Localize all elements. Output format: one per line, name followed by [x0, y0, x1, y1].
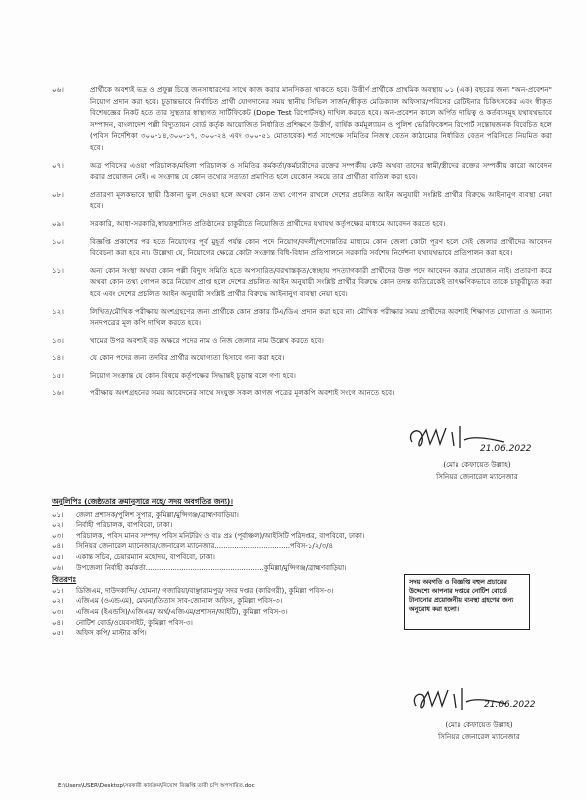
clause-number: ১৫। [52, 370, 64, 380]
clause-number: ০৬। [52, 85, 64, 94]
clause-text: বিজ্ঞপ্তি প্রকাশের পর হতে নিয়োগের পূর্ব মুহূর্ত পর্যন্ত কোন পদে নিয়োগ/বদলী/পদোন্নতির মাধ্যমে কোন জেলা কোটা পূরণ হলে সেই জেলার প্রার্থীদের আবেদন বিবেচনা করা হবে না। উল্লেখ্য যে, নিয়োগের ক্ষেত্রে কোটা সংক্রান্ত বিধি-বিধান প্রতিপালনে সরকারি সর্বশেষ নির্দেশনা যথাযথভাবে প্রতিপালন করা হবে। [90, 236, 552, 258]
clause-list [52, 84, 552, 405]
clause-number: ০৭। [52, 160, 64, 170]
copy-item [52, 552, 382, 563]
copy-item-number: ০১। [52, 510, 64, 519]
clause-text: প্রার্থীকে অবশ্যই ভদ্র ও প্রফুল্ল চিত্তে জনসাধারণের সাথে কাজ করার মানসিকতা থাকতে হবে। উত্তীর্ণ প্রার্থীকে প্রাথমিক অবস্থায় ০১ (এক) বছরের জন্য "অন-প্রবেশন" নিয়োগ প্রদান করা হবে। চূড়ান্তভাবে নির্বাচিত প্রার্থী যোগদানের সময় স্থানীয় সিভিল সার্জন/স্বীকৃত মেডিক্যাল অফিসার/পবিসের রেটিইনার চিকিৎসকের এবং স্বীকৃত বিশেষজ্ঞের নিকট হতে তার সুস্থতার স্বাস্থ্যগত সার্টিফিকেট (Dope Test রিপোর্টসহ) দাখিল করতে হবে। অন-প্রবেশন কালে অর্পিত দায়িত্ব ও কর্তব্যসমূহ যথাযথভাবে সম্পাদন, বাংলাদেশ পল্লী বিদ্যুতায়ন বোর্ড কর্তৃক আয়োজিত নির্ধারিত প্রশিক্ষণে উত্তীর্ণ, বার্ষিক কর্মমূল্যায়ন ও পুলিশ ভেরিফিকেশন রিপোর্ট সন্তোষজনক বিবেচিত হলে (পবিস নির্দেশিকা ৩০০-১৪,৩০০-১৭, ৩০০-২৪ এবং ৩০০-৫১ মোতাবেক) শর্ত সাপেক্ষে সমিতির নিজস্ব বেতন কাঠামোর নির্ধারিত বেতন পরিসিতে নিয়মিত করা হবে। [90, 85, 552, 152]
signatory-name: (মোঃ কেফায়েত উল্লাহ) [443, 460, 511, 469]
clause-text: পরীক্ষায় অংশগ্রহনের সময় আবেদনের সাথে সংযুক্ত সকল কাগজ পত্রের মূলকপি অবশ্যই সংগে আনতে হবে। [90, 388, 395, 398]
clause-number: ১৪। [52, 353, 64, 363]
copy-item-text: উপজেলা নির্বাহী কর্মকর্তা.....................................................কুমিল্লা/মুন্সিগঞ্জ/ব্রাহ্মণবাড়িয়া। [76, 563, 347, 572]
clause-text: যে কোন পদের জন্য তদবির প্রার্থীর অযোগ্যতা হিসাবে গন্য করা হবে। [90, 353, 285, 363]
clause-text: প্রতারণা মূলকভাবে স্থায়ী ঠিকানা ভুল দেওয়া হলে অথবা কোন তথ্য গোপন রাখলে দেশের প্রচলিত আইন অনুযায়ী সংশ্লিষ্ট প্রার্থীর বিরুদ্ধে আইনানুগ ব্যবস্থা নেয়া হবে। [90, 189, 552, 211]
clause-12 [52, 306, 552, 329]
copy-item [52, 520, 382, 531]
signature-date: 21.06.2022 [484, 700, 536, 710]
copy-item-text: সিনিয়র জেনারেল ম্যানেজার/জেনারেল ম্যানেজার..................................পবিস-১/২/৩/৪ [76, 542, 334, 551]
clause-13 [52, 335, 552, 347]
copy-item-number: ০৬। [52, 563, 64, 572]
distribution-item-number: ০১। [52, 586, 64, 595]
signature-block-top [402, 422, 552, 484]
copy-item-text: জেলা প্রশাসক/পুলিশ সুপার, কুমিল্লা/মুন্সিগঞ্জ/ব্রাহ্মণবাড়িয়া। [76, 510, 239, 519]
distribution-item-text: ডিজিএম, দাউদকান্দি/ হোমনা/ গজারিয়া/বাঞ্ছারামপুর/ সদর দপ্তর (কারিগরী), কুমিল্লা পবিস-৩। [76, 586, 334, 595]
clause-number: ১০। [52, 236, 64, 246]
distribution-item [52, 607, 382, 618]
distribution-item-number: ০২। [52, 597, 64, 606]
distribution-item [52, 586, 382, 597]
clause-07 [52, 160, 552, 183]
copy-item-number: ০৫। [52, 552, 64, 561]
distribution-item [52, 618, 382, 629]
signatory-title: সিনিয়র জেনারেল ম্যানেজার [438, 732, 520, 741]
distribution-item [52, 628, 382, 639]
distribution-item-text: এজিএম (ওএন্ডএম), মেঘনা/তিতাস সাব-জোনাল অফিস, কুমিল্লা পবিস-৩। [76, 597, 283, 606]
distribution-item-number: ০৪। [52, 618, 64, 627]
distribution-item-text: এজিএম (ইএন্ডসি)/এজিএম/ অর্থ/এজিএম/প্রশাসন/আইটি), কুমিল্লা পবিস-৩। [76, 607, 288, 616]
copy-item-number: ০২। [52, 521, 64, 530]
copies-section [52, 497, 382, 639]
notice-box: সদয় অবগতি ও বিজ্ঞপ্তি বহুল প্রচারের উদ্দেশ্যে আপনার দপ্তরে নোটিশ বোর্ডে টানানোর প্রয়োজনীয় ব্যবস্থা গ্রহণের জন্য অনুরোধ করা হলো। [404, 574, 530, 630]
signature-date: 21.06.2022 [480, 444, 532, 454]
clause-text: লিখিত/মৌখিক পরীক্ষায় অংশগ্রহণের জন্য প্রার্থীকে কোন প্রকার টিএ/ডিএ প্রদান করা হবে না। মৌখিক পরীক্ষার সময় প্রার্থীদের অবশ্যই শিক্ষাগত যোগ্যতা ও অন্যান্য সনদপত্রের মূল কপি দাখিল করতে হবে। [90, 306, 552, 328]
clause-number: ০৯। [52, 218, 64, 228]
clause-text: অন্য কোন সংস্থা অথবা কোন পল্লী বিদ্যুৎ সমিতি হতে অপসারিত/বরখাস্তকৃত/স্বেচ্ছায় পদত্যাগকারী প্রার্থীদের উক্ত পদে আবেদন করার প্রয়োজন নাই। প্রতারণা করে অথবা কোন তথ্য গোপন করে নিয়োগ প্রাপ্ত হলে দেশের প্রচলিত আইন অনুযায়ী সংশ্লিষ্ট প্রার্থীর বিরুদ্ধে কোন তদন্ত ব্যতিরেকেই তাৎক্ষণিকভাবে তাকে চাকুরীচ্যুত করা হবে এবং দেশের প্রচলিত আইন অনুযায়ী সংশ্লিষ্ট প্রার্থীর বিরুদ্ধে আইনানুগ ব্যবস্থা নেয়া হবে। [90, 265, 552, 298]
copy-item-text: পরিচালক, পবিস মানব সম্পদ/ পবিস মনিটরিং ও ব্যঃ প্রঃ (পূর্বাঞ্চল)/আইসিটি পরিদপ্তর, বাপবিবো, ঢাকা। [76, 531, 365, 540]
clause-number: ১২। [52, 306, 64, 316]
clause-16 [52, 387, 552, 399]
signature-block-bottom [404, 684, 554, 744]
copy-item-text: একান্ত সচিব, চেয়ারম্যান মহোদয়, বাপবিবো, ঢাকা। [76, 552, 215, 561]
copy-item [52, 510, 382, 521]
clause-text: অত্র পবিসের এওয়া পরিচালক/মহিলা পরিচালক ও সমিতির কর্মকর্তা/কর্মচারীদের রক্তের সম্পর্কীয় কেউ অথবা তাদের স্বামী/স্ত্রীদের রক্তের সম্পর্কীয় কারো আবেদন করার প্রয়োজন নেই। এ সংক্রান্ত যে কোন তথ্যের সত্যতা প্রমাণিত হলে যেকোন সময়ে তার প্রার্থীতা বাতিল করা হবে। [90, 160, 552, 182]
clause-number: ১৬। [52, 388, 64, 398]
clause-text: নিয়োগ সংক্রান্ত যে কোন বিষয়ে কর্তৃপক্ষের সিদ্ধান্তই চূড়ান্ত বলে গণ্য হবে। [90, 370, 297, 380]
distribution-item-text: নোটিশ বোর্ড/ওয়েবসাইট, কুমিল্লা পবিস-৩। [76, 618, 193, 627]
signatory-name: (মোঃ কেফায়েত উল্লাহ) [445, 720, 513, 729]
copy-item [52, 531, 382, 542]
distribution-item-number: ০৫। [52, 629, 64, 638]
clause-11 [52, 265, 552, 300]
copy-item [52, 541, 382, 552]
signatory-title: সিনিয়র জেনারেল ম্যানেজার [436, 472, 518, 481]
distribution-heading: বিতরণঃ [52, 575, 77, 585]
copy-item-text: নির্বাহী পরিচালক, বাপবিবো, ঢাকা। [76, 521, 173, 530]
copy-item-number: ০৪। [52, 542, 64, 551]
clause-text: খামের উপর অবশ্যই বড় অক্ষরে পদের নাম ও নিজ জেলার নাম উল্লেখ করতে হবে। [90, 335, 324, 345]
clause-08 [52, 189, 552, 212]
clause-text: সরকারি, আধা-সরকারি,স্বায়ত্তশাসিত প্রতিষ্ঠানের চাকুরীতে নিয়োজিত প্রার্থীদের যথাযথ কর্তৃপক্ষের মাধ্যমে আবেদন করতে হবে। [90, 218, 446, 228]
file-path-footer: E:\Users\USER\Desktop\সরকারী কার্যক্রম\নিয়োগ বিজ্ঞপ্তি তারী চপি অপসারিত.doc [58, 783, 255, 789]
clause-number: ১১। [52, 265, 64, 275]
clause-number: ১৩। [52, 335, 64, 345]
distribution-item [52, 596, 382, 607]
clause-number: ০৮। [52, 189, 64, 199]
copies-heading: অনুলিপিঃ (জেষ্ঠ্যতার ক্রমানুসারে নহে/ সদয় অবগতির জন্য)। [52, 497, 233, 506]
distribution-item-text: অফিস কপি/ মাস্টার কপি। [76, 629, 147, 638]
clause-09 [52, 218, 552, 230]
copy-item [52, 563, 382, 574]
clause-06 [52, 84, 552, 154]
clause-15 [52, 370, 552, 382]
clause-14 [52, 352, 552, 364]
copy-item-number: ০৩। [52, 531, 64, 540]
clause-10 [52, 236, 552, 259]
distribution-item-number: ০৩। [52, 607, 64, 616]
